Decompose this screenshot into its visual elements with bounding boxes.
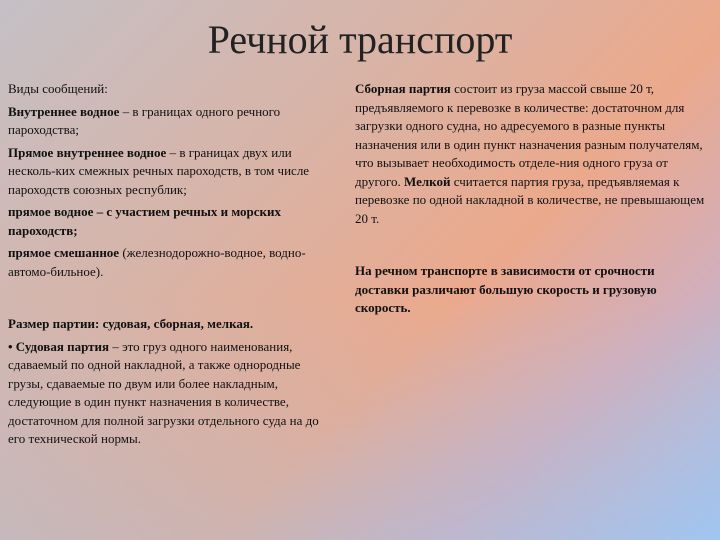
ship-lot-item [8, 338, 338, 449]
combined-lot-item [355, 80, 710, 228]
right-column [355, 80, 710, 318]
direct-inner-label: Прямое внутреннее водное [8, 144, 167, 160]
lot-size-line [8, 315, 338, 334]
combined-lot-label: Сборная партия [355, 81, 451, 96]
direct-mixed-item [8, 244, 338, 281]
combined-lot-text: состоит из груза массой свыше 20 т, предъявляемого к перевозке в количестве: достаточном для загрузки одного судна, но адресуемого в разные пункты назначения или в один пункт назначения разным получателям, что вызывает необходимость отделе-ния одного груза от другого. [355, 81, 703, 189]
speed-note-text: На речном транспорте в зависимости от срочности доставки различают большую скорость и грузовую скорость. [355, 263, 657, 315]
direct-mixed-label: прямое смешанное [8, 245, 120, 260]
direct-inner-item [8, 144, 338, 200]
inner-water-text: – в границах одного речного пароходства; [8, 103, 281, 137]
left-column [8, 80, 338, 449]
slide-title: Речной транспорт [207, 17, 513, 62]
direct-mixed-text: (железнодорожно-водное, водно-автомо-бильное). [8, 245, 306, 279]
ship-lot-text: – это груз одного наименования, сдаваемый по одной накладной, а также однородные грузы, сдаваемые по двум или более накладным, следующие в один пункт назначения в количестве, достаточном для полной загрузки отдельного суда на до его технической нормы. [8, 338, 319, 446]
inner-water-label: Внутреннее водное [8, 103, 120, 119]
ship-lot-label: • Судовая партия [8, 338, 110, 354]
speed-note [355, 262, 710, 318]
direct-water-text: прямое водное – с участием речных и морских пароходств; [8, 204, 282, 238]
direct-inner-text: – в границах двух или несколь-ких смежных речных пароходств, в том числе пароходств союзных республик; [8, 144, 310, 197]
small-lot-text: считается партия груза, предъявляемая к перевозке по одной накладной в количестве, не превышающем 20 т. [355, 173, 705, 226]
lot-size-text: Размер партии: судовая, сборная, мелкая. [8, 316, 254, 331]
message-types-intro: Виды сообщений: [8, 81, 108, 96]
direct-water-item [8, 203, 338, 240]
inner-water-item [8, 103, 338, 140]
small-lot-label: Мелкой [403, 173, 451, 189]
